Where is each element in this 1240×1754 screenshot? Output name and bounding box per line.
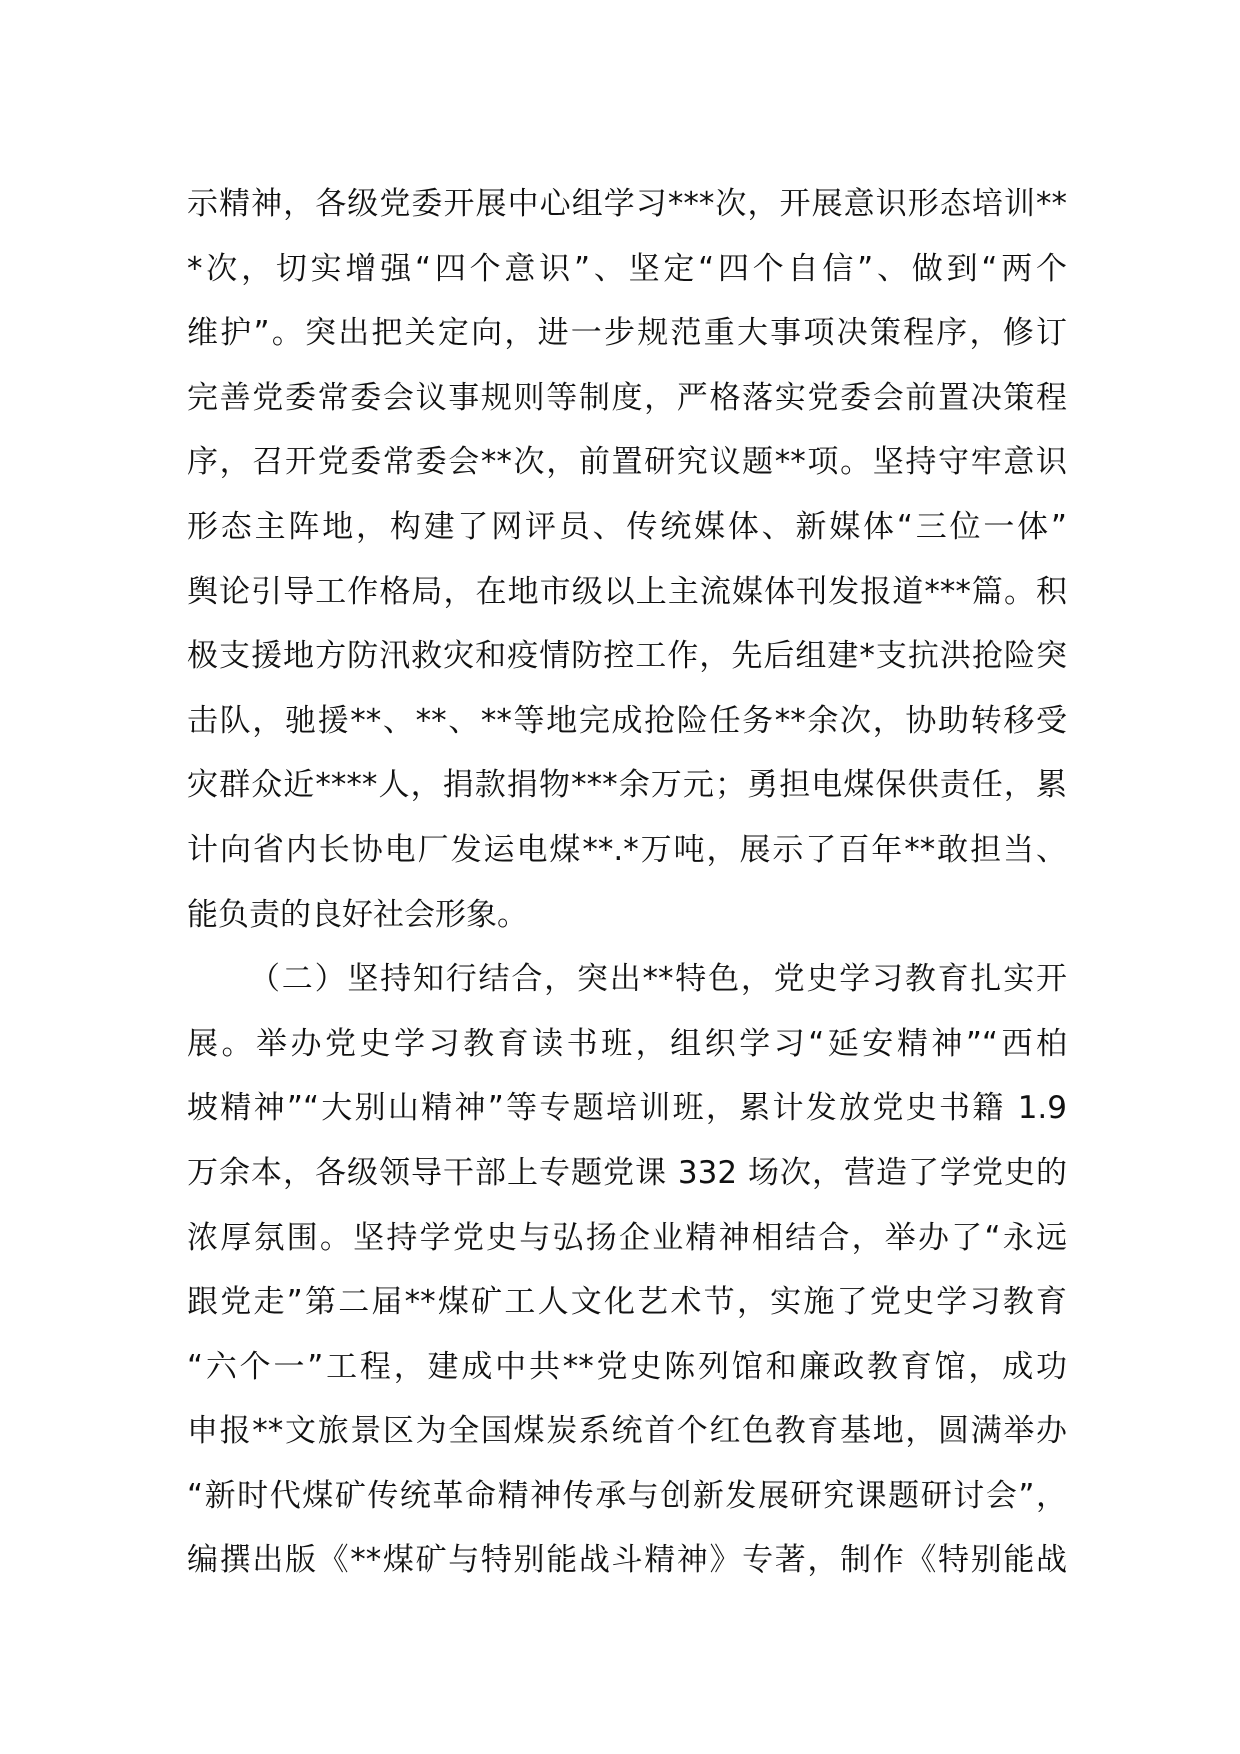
text-line: *次，切实增强“四个意识”、坚定“四个自信”、做到“两个 (187, 250, 1067, 287)
section-heading-line: （二）坚持知行结合，突出**特色，党史学习教育扎实开 (249, 961, 1067, 998)
text-line: 万余本，各级领导干部上专题党课 332 场次，营造了学党史的 (187, 1154, 1067, 1191)
text-line: 灾群众近****人，捐款捐物***余万元；勇担电煤保供责任，累 (187, 767, 1067, 804)
text-line: 计向省内长协电厂发运电煤**.*万吨，展示了百年**敢担当、 (187, 831, 1067, 868)
text-line: 序，召开党委常委会**次，前置研究议题**项。坚持守牢意识 (187, 444, 1067, 481)
text-line: “六个一”工程，建成中共**党史陈列馆和廉政教育馆，成功 (187, 1348, 1067, 1385)
body-text (187, 172, 1067, 1593)
text-line: 编撰出版《**煤矿与特别能战斗精神》专著，制作《特别能战 (187, 1542, 1067, 1579)
text-line: 维护”。突出把关定向，进一步规范重大事项决策程序，修订 (187, 315, 1067, 352)
text-line: 浓厚氛围。坚持学党史与弘扬企业精神相结合，举办了“永远 (187, 1219, 1067, 1256)
text-line: 展。举办党史学习教育读书班，组织学习“延安精神”“西柏 (187, 1025, 1067, 1062)
text-line: 坡精神”“大别山精神”等专题培训班，累计发放党史书籍 1.9 (187, 1090, 1067, 1127)
text-line: 舆论引导工作格局，在地市级以上主流媒体刊发报道***篇。积 (187, 573, 1067, 610)
text-line: 击队，驰援**、**、**等地完成抢险任务**余次，协助转移受 (187, 702, 1067, 739)
text-line: 形态主阵地，构建了网评员、传统媒体、新媒体“三位一体” (187, 508, 1067, 545)
text-line: 示精神，各级党委开展中心组学习***次，开展意识形态培训** (187, 186, 1067, 222)
text-line: 跟党走”第二届**煤矿工人文化艺术节，实施了党史学习教育 (187, 1284, 1067, 1321)
paragraph-end-line: 能负责的良好社会形象。 (187, 896, 528, 933)
text-line: 完善党委常委会议事规则等制度，严格落实党委会前置决策程 (187, 379, 1067, 416)
text-line: 申报**文旅景区为全国煤炭系统首个红色教育基地，圆满举办 (187, 1413, 1067, 1450)
text-line: 极支援地方防汛救灾和疫情防控工作，先后组建*支抗洪抢险突 (187, 638, 1067, 675)
text-line: “新时代煤矿传统革命精神传承与创新发展研究课题研讨会”， (187, 1477, 1067, 1514)
